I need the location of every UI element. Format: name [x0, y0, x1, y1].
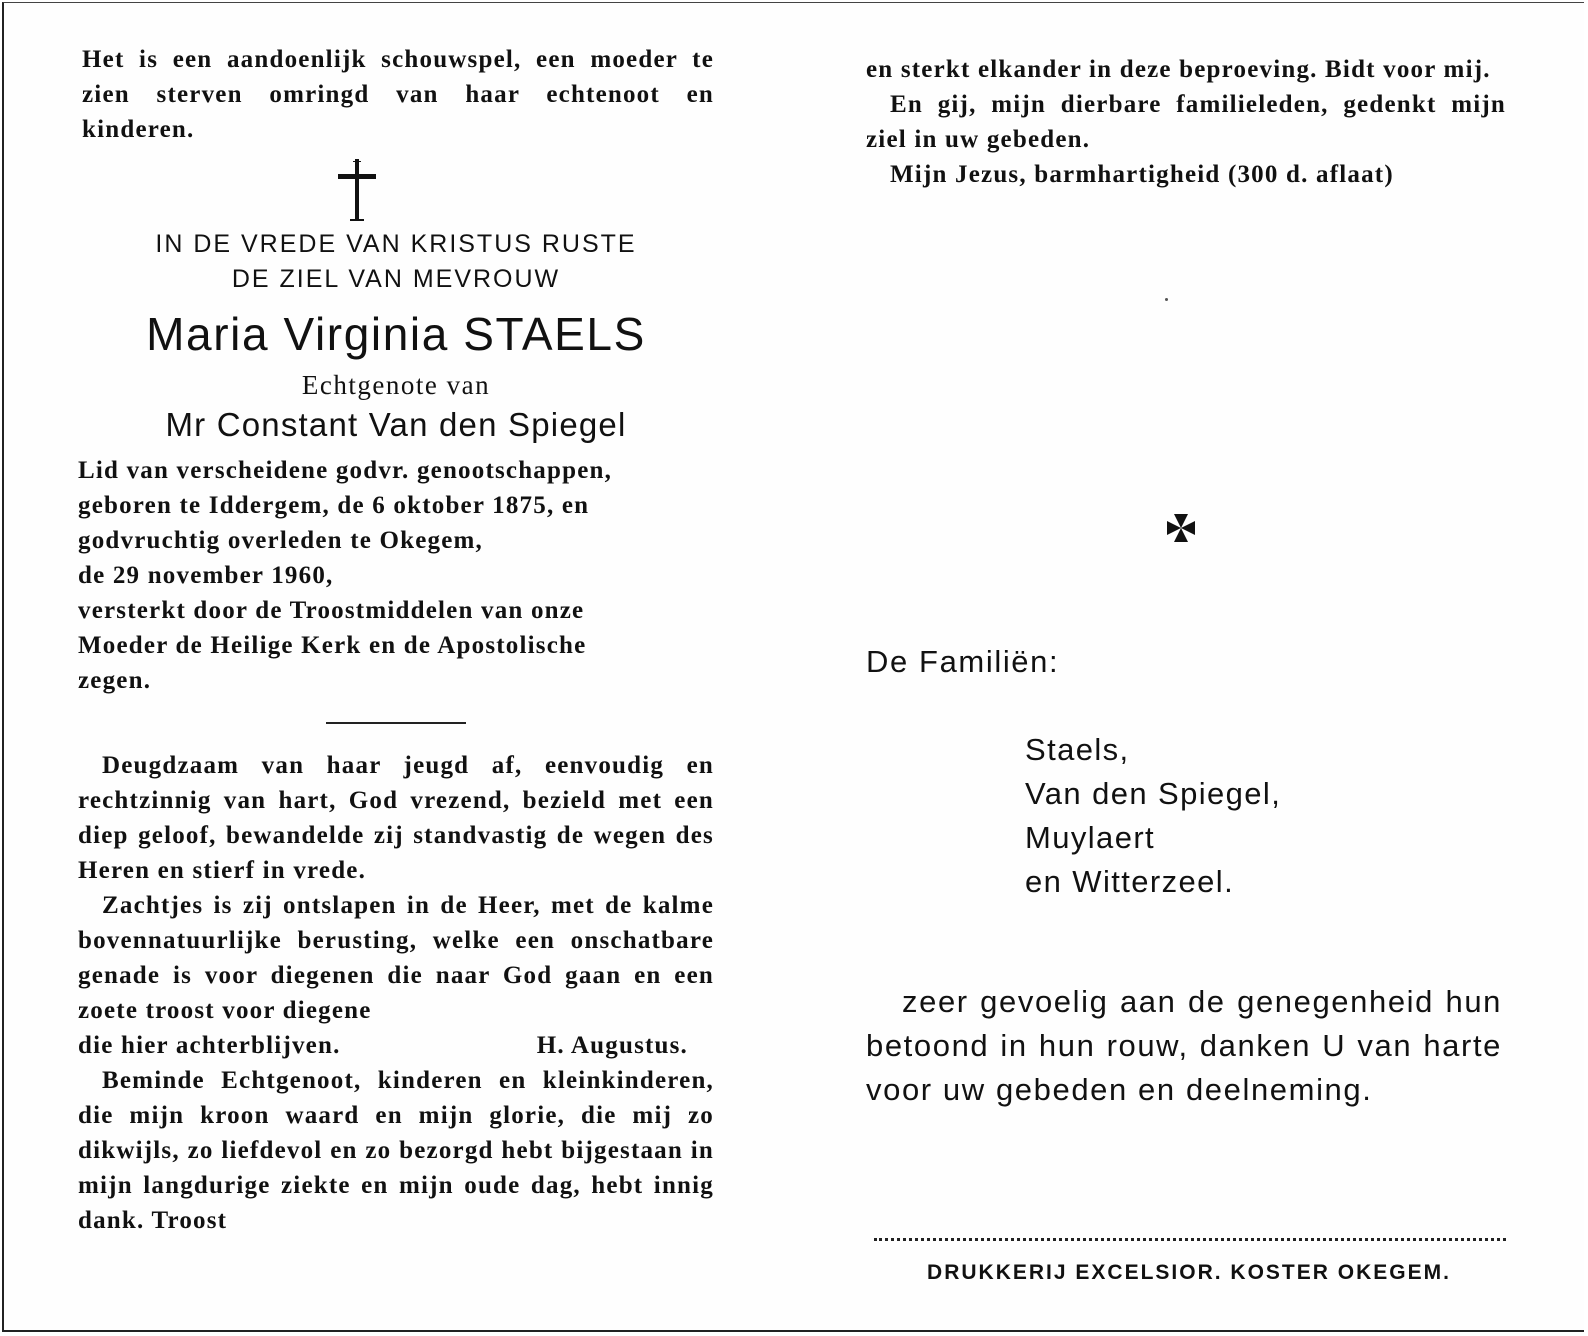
families-title: De Familiën: [866, 644, 1060, 679]
spouse-name: Mr Constant Van den Spiegel [165, 406, 627, 443]
left-column [78, 42, 714, 1238]
spouse-label: Echtgenote van [301, 370, 491, 400]
bio-line: Moeder de Heilige Kerk en de Apostolische [78, 632, 587, 659]
intro-paragraph: Het is een aandoenlijk schouwspel, een moeder te zien sterven omringd van haar echtenoot en kinderen. [82, 46, 714, 143]
latin-cross-icon [336, 159, 378, 221]
families-list [1025, 728, 1281, 904]
family-name: Staels, [1025, 732, 1130, 767]
quote-attribution-line [78, 1028, 714, 1063]
divider-rule [326, 722, 466, 724]
spouse-thanks-paragraph: Beminde Echtgenoot, kinderen en kleinkinderen, die mijn kroon waard en mijn glorie, die mij zo dikwijls, zo liefdevol en zo bezorgd hebt bijgestaan in mijn langdurige ziekte en mijn oude dag, hebt innig dank. Troost [78, 1067, 714, 1234]
biography-block [78, 453, 714, 698]
deceased-name: Maria Virginia STAELS [146, 308, 646, 360]
dotted-divider [874, 1238, 1506, 1241]
bio-line: godvruchtig overleden te Okegem, [78, 527, 484, 554]
continuation-paragraph: en sterkt elkander in deze beproeving. Bidt voor mij. [866, 56, 1491, 83]
heading-line-2: DE ZIEL VAN MEVROUW [231, 265, 561, 293]
quote-last-line: die hier achterblijven. [78, 1032, 341, 1059]
family-name: en Witterzeel. [1025, 864, 1235, 899]
indulgence-prayer: Mijn Jezus, barmhartigheid (300 d. aflaat) [890, 161, 1394, 188]
quote-author: H. Augustus. [536, 1032, 688, 1059]
thanks-paragraph: zeer gevoelig aan de genegenheid hun betoond in hun rouw, danken U van harte voor uw gebeden en deelneming. [866, 984, 1502, 1107]
printer-imprint: DRUKKERIJ EXCELSIOR. KOSTER OKEGEM. [927, 1261, 1451, 1284]
paper-speck [1165, 298, 1168, 301]
family-prayer-paragraph: En gij, mijn dierbare familieleden, gedenkt mijn ziel in uw gebeden. [866, 91, 1506, 153]
virtue-paragraph: Deugdzaam van haar jeugd af, eenvoudig en rechtzinnig van hart, God vrezend, bezield met een diep geloof, bewandelde zij standvastig de wegen des Heren en stierf in vrede. [78, 752, 714, 884]
right-column [866, 52, 1506, 192]
maltese-cross-icon [1165, 512, 1197, 544]
bio-line: Lid van verscheidene godvr. genootschappen, [78, 457, 613, 484]
bio-line: zegen. [78, 667, 152, 694]
cross-container [78, 159, 714, 223]
bio-line: geboren te Iddergem, de 6 oktober 1875, en [78, 492, 590, 519]
family-name: Van den Spiegel, [1025, 776, 1282, 811]
augustine-quote: Zachtjes is zij ontslapen in de Heer, met de kalme bovennatuurlijke berusting, welke een onschatbare genade is voor diegenen die naar God gaan en een zoete troost voor diegene [78, 892, 714, 1024]
family-name: Muylaert [1025, 820, 1156, 855]
bio-line: de 29 november 1960, [78, 562, 334, 589]
bio-line: versterkt door de Troostmiddelen van onze [78, 597, 585, 624]
heading-line-1: IN DE VREDE VAN KRISTUS RUSTE [155, 230, 637, 258]
